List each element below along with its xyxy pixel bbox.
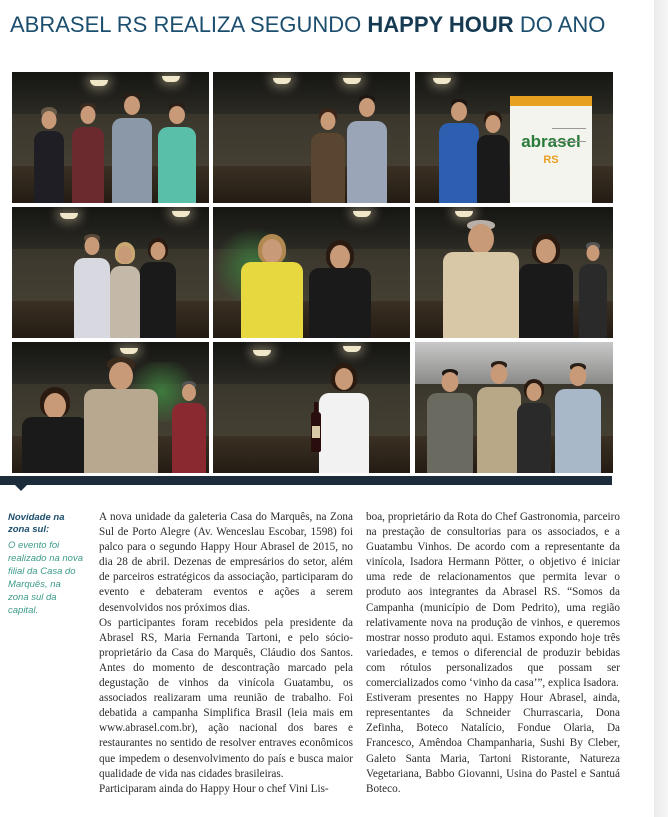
banner-region: RS [543, 154, 559, 166]
article-column-1 [99, 510, 353, 797]
headline-prefix: ABRASEL RS REALIZA SEGUNDO [10, 12, 368, 37]
headline-emphasis: HAPPY HOUR [367, 12, 514, 37]
article-paragraph: Os participantes foram recebidos pela presidente da Abrasel RS, Maria Fernanda Tartoni, e pelo sócio-proprietário da Casa do Marquês, Cláudio dos Santos. Antes do momento de descontração marcado pela degustação de vinhos da vinícola Guatambu, os associados realizaram uma reunião de trabalho. Foi debatida a campanha Simplifica Brasil (leia mais em www.abrasel.com.br), ação nacional dos bares e restaurantes no sentido de resolver entraves econômicos que impedem o desenvolvimento do país e busca maior qualidade de vida nas cidades brasileiras. [99, 616, 353, 780]
event-photo-3 [415, 72, 613, 203]
abrasel-banner [510, 96, 592, 203]
event-photo-5 [213, 207, 410, 338]
article-paragraph: Estiveram presentes no Happy Hour Abrasel, ainda, representantes da Schneider Churrascaria, Dona Zefinha, Boteco Natalício, Fondue Olaria, Da Francesco, Amêndoa Champanharia, Sushi By Cleber, Galeto Santa Maria, Tartoni Ristorante, Natureza Vegetariana, Babbo Giovanni, Usina do Pastel e Santuá Boteco. [366, 692, 620, 795]
photo-grid [12, 72, 613, 476]
event-photo-9 [415, 342, 613, 473]
event-photo-6 [415, 207, 613, 338]
article-column-2 [366, 510, 620, 797]
caption-text: O evento foi realizado na nova filial da Casa do Marquês, na zona sul da capital. [8, 540, 83, 616]
event-photo-8 [213, 342, 410, 473]
article-paragraph: boa, proprietário da Rota do Chef Gastronomia, parceiro na prestação de consultorias para os associados, e a Guatambu Vinhos. De acordo com a representante da vinícola, Isadora Hermann Pötter, o objetivo é iniciar uma rede de relacionamentos que permita levar o produto aos integrantes da Abrasel RS. “Somos da Campanha (município de Dom Pedrito), uma região relativamente nova na produção de vinhos, e queremos mostrar nosso produto aqui. Estamos expondo hoje três variedades, e temos o diferencial de produzir bebidas com rótulos personalizados que possam ser comercializados como ‘vinho da casa’”, explica Isadora. [366, 511, 620, 690]
headline-suffix: DO ANO [513, 12, 606, 37]
headline [10, 12, 650, 38]
photo-divider-bar [0, 476, 612, 485]
event-photo-7 [12, 342, 209, 473]
article-paragraph: Participaram ainda do Happy Hour o chef Vini Lis- [99, 782, 329, 795]
article-paragraph: A nova unidade da galeteria Casa do Marquês, na Zona Sul de Porto Alegre (Av. Wenceslau Escobar, 1598) foi palco para o segundo Happy Hour Abrasel de 2015, no dia 28 de abril. Dezenas de empresários do setor, além de parceiros estratégicos da associação, participaram do evento e debateram eventos e ações a serem desenvolvidos nos próximos dias. [99, 511, 353, 614]
banner-brand: abrasel [521, 132, 581, 151]
event-photo-4 [12, 207, 209, 338]
event-photo-1 [12, 72, 209, 203]
page-edge-shadow [654, 0, 668, 817]
event-photo-2 [213, 72, 410, 203]
photo-caption [8, 512, 83, 617]
caption-title: Novidade na zona sul: [8, 512, 65, 535]
